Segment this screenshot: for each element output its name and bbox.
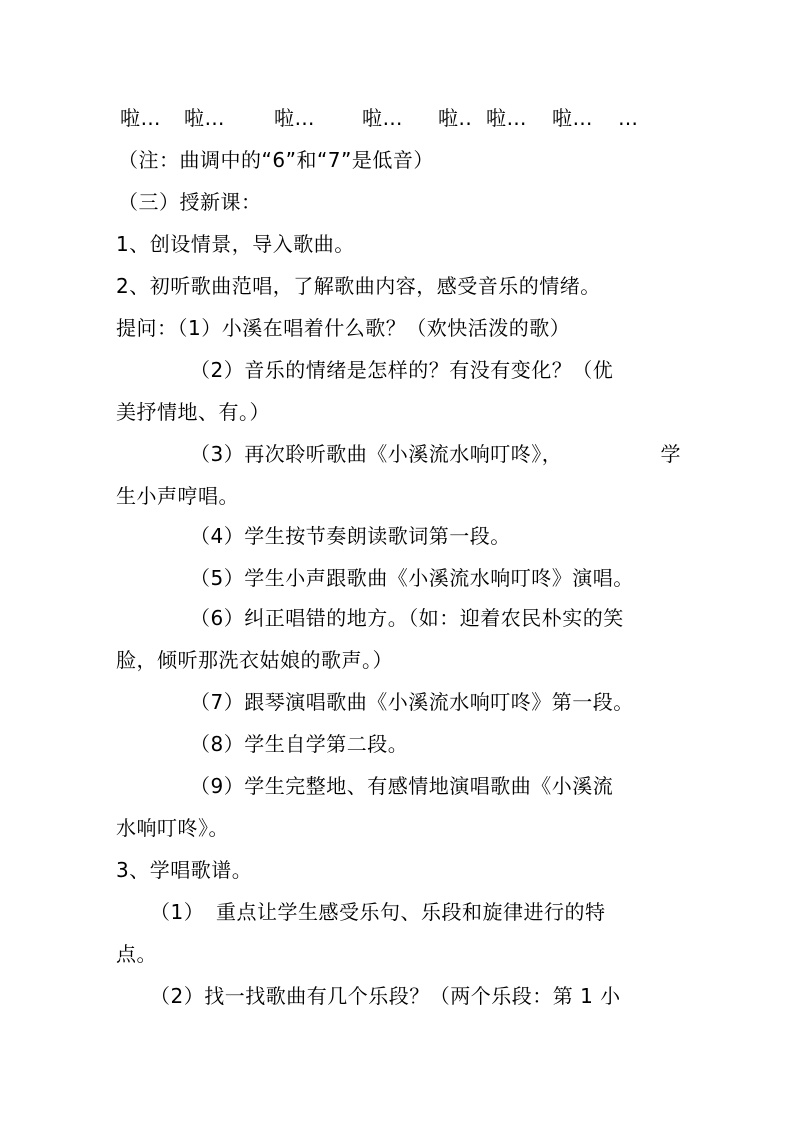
- question-text: （3）再次聆听歌曲《小溪流水响叮咚》，: [190, 442, 563, 466]
- lyrics-line: [116, 104, 681, 132]
- lyric-la: 啦…: [362, 106, 403, 130]
- step-line: 2、初听歌曲范唱，了解歌曲内容，感受音乐的情绪。: [116, 274, 601, 298]
- step-line: 3、学唱歌谱。: [116, 858, 253, 882]
- question-line: 生小声哼唱。: [116, 484, 239, 508]
- sub-step-line: （2）找一找歌曲有几个乐段？（两个乐段：第 1 小: [150, 984, 621, 1008]
- step-line: 1、创设情景，导入歌曲。: [116, 232, 355, 256]
- lyric-la: 啦…: [274, 106, 315, 130]
- lyric-la: 啦…: [120, 106, 161, 130]
- question-line: （8）学生自学第二段。: [190, 732, 409, 756]
- question-line: 提问：（1）小溪在唱着什么歌？（欢快活泼的歌）: [116, 316, 571, 340]
- sub-step-text: 重点让学生感受乐句、乐段和旋律进行的特: [216, 900, 606, 924]
- lyric-la: 啦…: [486, 106, 527, 130]
- question-line: （7）跟琴演唱歌曲《小溪流水响叮咚》第一段。: [190, 690, 634, 714]
- question-text: 学: [660, 442, 681, 466]
- question-line: 美抒情地、有。）: [116, 400, 270, 424]
- question-line: （2）音乐的情绪是怎样的？有没有变化？（优: [190, 358, 614, 382]
- question-line: （5）学生小声跟歌曲《小溪流水响叮咚》演唱。: [190, 566, 634, 590]
- question-line: 水响叮咚》。: [116, 816, 229, 840]
- question-line: （4）学生按节奏朗读歌词第一段。: [190, 524, 511, 548]
- lyric-la: 啦..: [438, 106, 473, 130]
- section-heading: （三）授新课：: [118, 190, 262, 214]
- question-line: （9）学生完整地、有感情地演唱歌曲《小溪流: [190, 774, 614, 798]
- note-line: （注：曲调中的“6”和“7”是低音）: [118, 148, 434, 172]
- lyric-la: 啦…: [184, 106, 225, 130]
- lyric-la: …: [618, 106, 639, 130]
- question-line: 脸，倾听那洗衣姑娘的歌声。）: [116, 648, 393, 672]
- sub-step-line: 点。: [116, 942, 157, 966]
- lyric-la: 啦…: [552, 106, 593, 130]
- sub-step-number: （1）: [150, 900, 205, 924]
- question-line: （6）纠正唱错的地方。（如：迎着农民朴实的笑: [190, 606, 624, 630]
- question-line: [190, 440, 681, 468]
- sub-step-line: [150, 898, 681, 926]
